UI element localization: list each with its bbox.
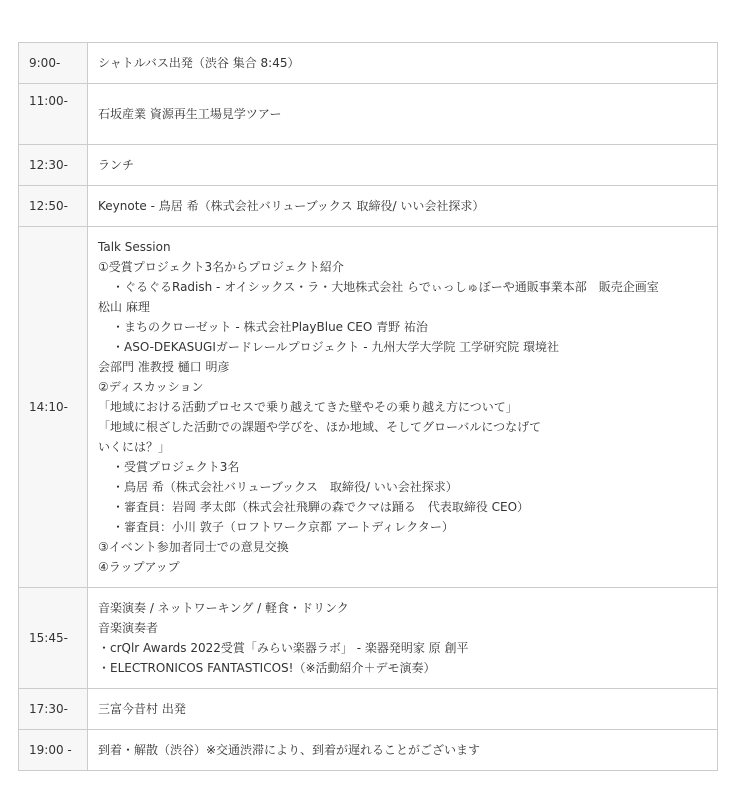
schedule-row-tour	[19, 84, 718, 145]
content-cell	[88, 145, 718, 186]
content-line: ・鳥居 希（株式会社バリューブックス 取締役/ いい会社探求）	[112, 480, 458, 494]
content-line: 石坂産業 資源再生工場見学ツアー	[98, 107, 282, 121]
content-line: ①受賞プロジェクト3名からプロジェクト紹介	[98, 260, 344, 274]
content-line: ・審査員：小川 敦子（ロフトワーク京都 アートディレクター）	[112, 520, 454, 534]
content-cell	[88, 186, 718, 227]
schedule-row-arrival	[19, 730, 718, 771]
time-cell: 19:00 -	[19, 730, 88, 771]
content-line: 「地域における活動プロセスで乗り越えてきた壁やその乗り越え方について」	[98, 400, 518, 414]
schedule-row-departure	[19, 689, 718, 730]
content-line: 三富今昔村 出発	[98, 702, 186, 716]
schedule-row-keynote	[19, 186, 718, 227]
time-cell: 15:45-	[19, 588, 88, 689]
content-line: ・審査員：岩岡 孝太郎（株式会社飛騨の森でクマは踊る 代表取締役 CEO）	[112, 500, 530, 514]
content-cell	[88, 227, 718, 588]
content-line: 音楽演奏者	[98, 621, 159, 635]
content-line: ・受賞プロジェクト3名	[112, 460, 240, 474]
content-line: 会部門 准教授 樋口 明彦	[98, 360, 230, 374]
content-line: Keynote - 鳥居 希（株式会社バリューブックス 取締役/ いい会社探求）	[98, 199, 485, 213]
content-line: 音楽演奏 / ネットワーキング / 軽食・ドリンク	[98, 601, 349, 615]
content-line: いくには？」	[98, 440, 171, 454]
schedule-table	[18, 42, 718, 771]
schedule-row-lunch	[19, 145, 718, 186]
content-line: ・まちのクローゼット - 株式会社PlayBlue CEO 青野 祐治	[112, 320, 428, 334]
time-cell: 11:00-	[19, 84, 88, 145]
content-line: ・ELECTRONICOS FANTASTICOS!（※活動紹介＋デモ演奏）	[98, 661, 436, 675]
content-line: ・crQlr Awards 2022受賞「みらい楽器ラボ」 - 楽器発明家 原 創平	[98, 641, 469, 655]
content-line: ・ぐるぐるRadish - オイシックス・ラ・大地株式会社 らでぃっしゅぼーや通販事業本部 販売企画室	[112, 280, 659, 294]
schedule-row-shuttle	[19, 43, 718, 84]
content-line: Talk Session	[98, 240, 171, 254]
content-line: シャトルバス出発（渋谷 集合 8:45）	[98, 56, 300, 70]
content-cell	[88, 689, 718, 730]
content-cell	[88, 84, 718, 145]
time-cell: 14:10-	[19, 227, 88, 588]
content-line: 「地域に根ざした活動での課題や学びを、ほか地域、そしてグローバルにつなげて	[98, 420, 542, 434]
content-line: ④ラップアップ	[98, 560, 180, 574]
content-cell	[88, 730, 718, 771]
content-line: 到着・解散（渋谷）※交通渋滞により、到着が遅れることがございます	[98, 743, 481, 757]
schedule-row-music	[19, 588, 718, 689]
content-line: ②ディスカッション	[98, 380, 204, 394]
time-cell: 12:30-	[19, 145, 88, 186]
content-line: 松山 麻理	[98, 300, 150, 314]
content-line: ランチ	[98, 158, 135, 172]
content-cell	[88, 588, 718, 689]
schedule-row-talk-session	[19, 227, 718, 588]
time-cell: 12:50-	[19, 186, 88, 227]
time-cell: 9:00-	[19, 43, 88, 84]
content-cell	[88, 43, 718, 84]
time-cell: 17:30-	[19, 689, 88, 730]
content-line: ・ASO-DEKASUGIガードレールプロジェクト - 九州大学大学院 工学研究院 環境社	[112, 340, 559, 354]
content-line: ③イベント参加者同士での意見交換	[98, 540, 289, 554]
